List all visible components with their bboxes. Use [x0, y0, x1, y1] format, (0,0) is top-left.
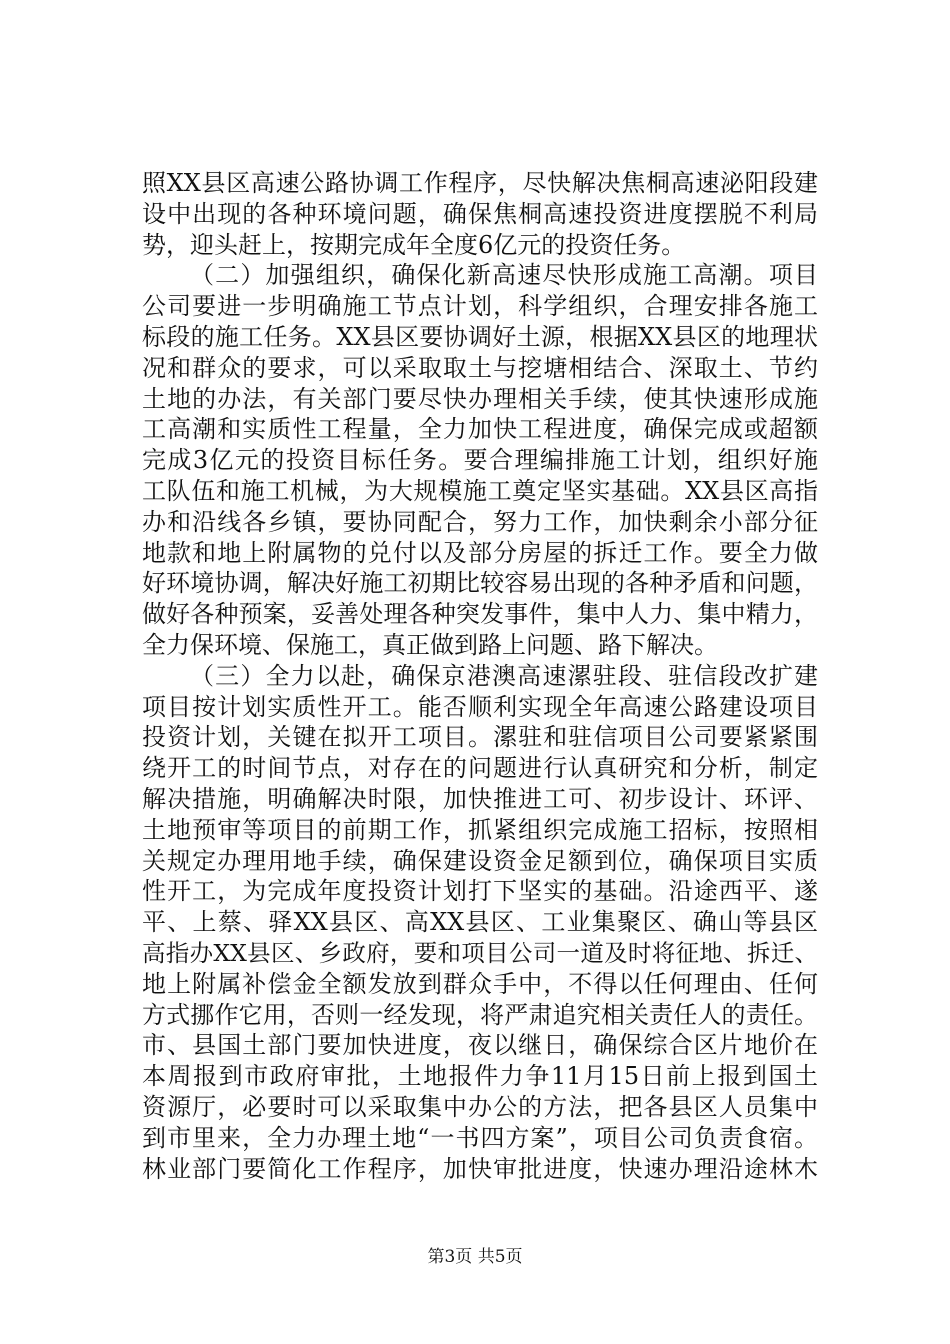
text-line: 办和沿线各乡镇，要协同配合，努力工作，加快剩余小部分征	[142, 507, 818, 536]
text-line: 到市里来，全力办理土地“一书四方案”，项目公司负责食宿。	[142, 1123, 818, 1152]
text-line: 势，迎头赶上，按期完成年全度6亿元的投资任务。	[142, 230, 686, 259]
text-line: 地款和地上附属物的兑付以及部分房屋的拆迁工作。要全力做	[142, 538, 818, 567]
text-line: 地上附属补偿金全额发放到群众手中，不得以任何理由、任何	[142, 969, 818, 998]
text-line: 解决措施，明确解决时限，加快推进工可、初步设计、环评、	[142, 784, 818, 813]
text-line: 绕开工的时间节点，对存在的问题进行认真研究和分析，制定	[142, 754, 818, 783]
text-line: 好环境协调，解决好施工初期比较容易出现的各种矛盾和问题，	[142, 569, 818, 598]
text-line: 投资计划，关键在拟开工项目。漯驻和驻信项目公司要紧紧围	[142, 723, 818, 752]
text-line: 公司要进一步明确施工节点计划，科学组织，合理安排各施工	[142, 292, 818, 321]
text-line: 设中出现的各种环境问题，确保焦桐高速投资进度摆脱不利局	[142, 199, 818, 228]
text-line: 土地预审等项目的前期工作，抓紧组织完成施工招标，按照相	[142, 815, 818, 844]
text-line: 性开工，为完成年度投资计划打下坚实的基础。沿途西平、遂	[142, 877, 818, 906]
text-line: （二）加强组织，确保化新高速尽快形成施工高潮。项目	[190, 261, 818, 290]
text-line: 工高潮和实质性工程量，全力加快工程进度，确保完成或超额	[142, 415, 818, 444]
text-line: 工队伍和施工机械，为大规模施工奠定坚实基础。XX县区高指	[142, 476, 818, 505]
text-line: 资源厅，必要时可以采取集中办公的方法，把各县区人员集中	[142, 1092, 818, 1121]
text-line: 方式挪作它用，否则一经发现，将严肃追究相关责任人的责任。	[142, 1000, 818, 1029]
text-line: 项目按计划实质性开工。能否顺利实现全年高速公路建设项目	[142, 692, 818, 721]
text-line: 完成3亿元的投资目标任务。要合理编排施工计划，组织好施	[142, 446, 818, 475]
text-line: 平、上蔡、驿XX县区、高XX县区、工业集聚区、确山等县区	[142, 908, 818, 937]
text-line: 市、县国土部门要加快进度，夜以继日，确保综合区片地价在	[142, 1031, 818, 1060]
text-line: 本周报到市政府审批，土地报件力争11月15日前上报到国土	[142, 1062, 818, 1091]
text-line: 关规定办理用地手续，确保建设资金足额到位，确保项目实质	[142, 846, 818, 875]
text-line: （三）全力以赴，确保京港澳高速漯驻段、驻信段改扩建	[190, 661, 818, 690]
document-body	[142, 168, 818, 1184]
text-line: 林业部门要简化工作程序，加快审批进度，快速办理沿途林木	[142, 1154, 818, 1183]
text-line: 况和群众的要求，可以采取取土与挖塘相结合、深取土、节约	[142, 353, 818, 382]
text-line: 全力保环境、保施工，真正做到路上问题、路下解决。	[142, 630, 718, 659]
text-line: 标段的施工任务。XX县区要协调好土源，根据XX县区的地理状	[142, 322, 818, 351]
text-line: 土地的办法，有关部门要尽快办理相关手续，使其快速形成施	[142, 384, 818, 413]
text-line: 照XX县区高速公路协调工作程序，尽快解决焦桐高速泌阳段建	[142, 169, 818, 197]
page-footer	[0, 1242, 950, 1267]
page-number: 第3页 共5页	[427, 1247, 523, 1267]
text-line: 高指办XX县区、乡政府，要和项目公司一道及时将征地、拆迁、	[142, 938, 818, 967]
text-line: 做好各种预案，妥善处理各种突发事件，集中人力、集中精力，	[142, 600, 818, 629]
